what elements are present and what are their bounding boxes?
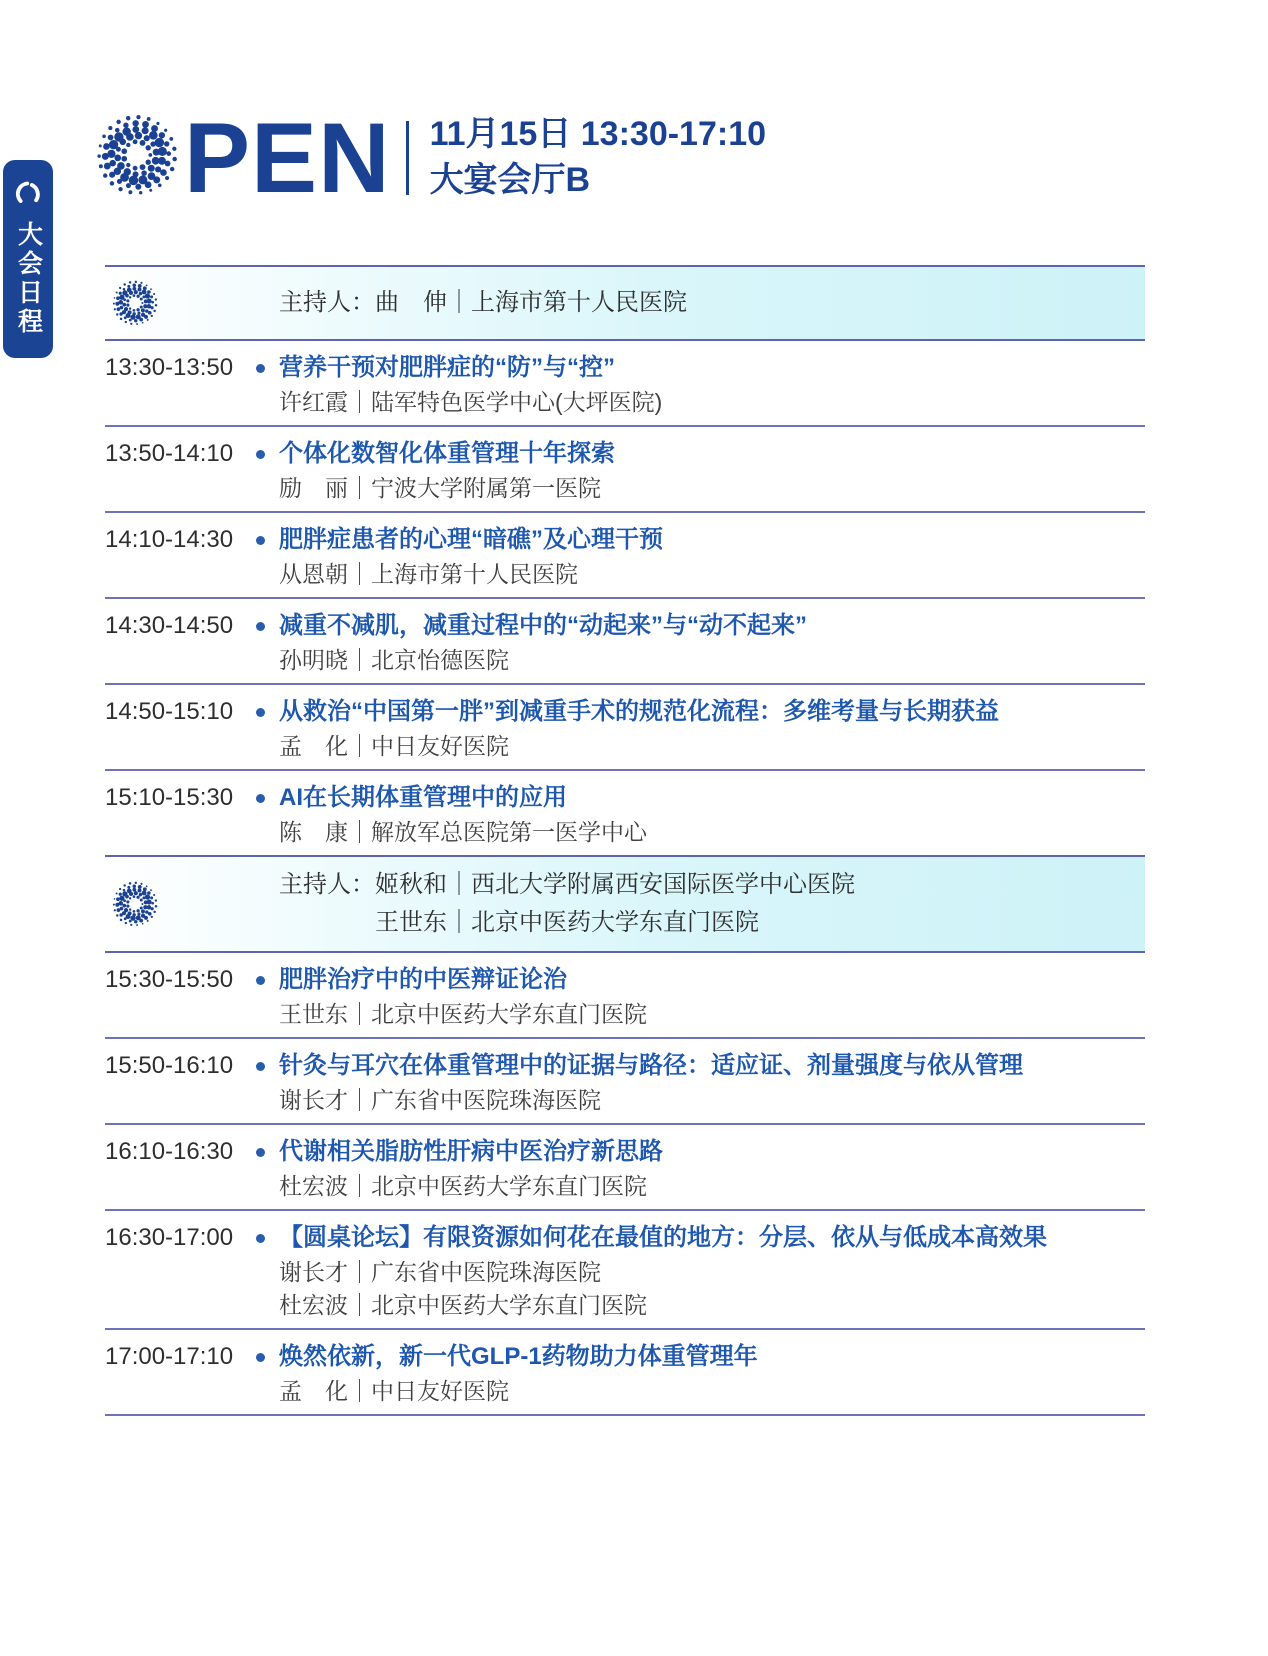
bullet-icon [256, 1148, 265, 1157]
session-time: 15:10-15:30 [105, 784, 234, 811]
header-info [430, 115, 766, 200]
session-title: 营养干预对肥胖症的“防”与“控” [279, 354, 615, 381]
session-speaker: 陈 康｜解放军总医院第一医学中心 [279, 819, 647, 845]
session-speaker: 许红霞｜陆军特色医学中心(大坪医院) [279, 389, 663, 415]
chair-line [279, 907, 1145, 939]
session-time: 13:30-13:50 [105, 354, 234, 381]
session-speaker: 杜宏波｜北京中医药大学东直门医院 [279, 1292, 647, 1318]
session-row [105, 513, 1145, 597]
session-time: 17:00-17:10 [105, 1343, 234, 1370]
session-time: 14:30-14:50 [105, 612, 234, 639]
session-title: 从救治“中国第一胖”到减重手术的规范化流程：多维考量与长期获益 [279, 698, 999, 725]
chair-lines [279, 287, 1145, 319]
session-row [105, 1125, 1145, 1209]
session-time: 15:50-16:10 [105, 1052, 234, 1079]
session-speaker: 励 丽｜宁波大学附属第一医院 [279, 475, 601, 501]
session-time: 16:10-16:30 [105, 1138, 234, 1165]
session-speaker: 杜宏波｜北京中医药大学东直门医院 [279, 1173, 647, 1199]
header-separator [406, 121, 409, 195]
chair-band [105, 855, 1145, 953]
session-title: 减重不减肌，减重过程中的“动起来”与“动不起来” [279, 612, 807, 639]
chair-line [279, 869, 1145, 901]
bullet-icon [256, 794, 265, 803]
session-speaker: 孙明晓｜北京怡德医院 [279, 647, 509, 673]
chair-label: 主持人： [279, 871, 375, 898]
session-row [105, 953, 1145, 1037]
session-title: 肥胖治疗中的中医辩证论治 [279, 966, 567, 993]
conference-agenda-tab [3, 160, 53, 358]
session-row [105, 427, 1145, 511]
row-divider [105, 1414, 1145, 1416]
open-ring-icon [14, 179, 42, 209]
bullet-icon [256, 536, 265, 545]
header [94, 101, 767, 213]
session-speaker: 谢长才｜广东省中医院珠海医院 [279, 1087, 601, 1113]
session-title: 【圆桌论坛】有限资源如何花在最值的地方：分层、依从与低成本高效果 [279, 1224, 1047, 1251]
chair-name-affiliation: 姬秋和｜西北大学附属西安国际医学中心医院 [375, 871, 855, 898]
bullet-icon [256, 364, 265, 373]
chair-name-affiliation: 曲 伸｜上海市第十人民医院 [375, 289, 687, 316]
session-speaker: 王世东｜北京中医药大学东直门医院 [279, 1001, 647, 1027]
agenda-list [105, 265, 1145, 1416]
session-speaker: 孟 化｜中日友好医院 [279, 733, 509, 759]
bullet-icon [256, 1353, 265, 1362]
session-row [105, 341, 1145, 425]
session-speaker: 从恩朝｜上海市第十人民医院 [279, 561, 578, 587]
bullet-icon [256, 1062, 265, 1071]
session-title: AI在长期体重管理中的应用 [279, 784, 567, 811]
bullet-icon [256, 976, 265, 985]
session-row [105, 1211, 1145, 1328]
session-row [105, 1330, 1145, 1414]
chair-band [105, 265, 1145, 341]
session-venue: 大宴会厅B [429, 161, 591, 199]
session-title: 肥胖症患者的心理“暗礁”及心理干预 [279, 526, 663, 553]
session-row [105, 685, 1145, 769]
session-time: 13:50-14:10 [105, 440, 234, 467]
session-row [105, 1039, 1145, 1123]
session-speaker: 孟 化｜中日友好医院 [279, 1378, 509, 1404]
chair-lines [279, 869, 1145, 939]
sidebar-tab-label: 大会日程 [14, 221, 43, 337]
bullet-icon [256, 1234, 265, 1243]
session-title: 代谢相关脂肪性肝病中医治疗新思路 [279, 1138, 663, 1165]
dotted-swirl-icon [111, 279, 253, 327]
chair-line [279, 287, 1145, 319]
session-time: 15:30-15:50 [105, 966, 234, 993]
session-time: 16:30-17:00 [105, 1224, 234, 1251]
bullet-icon [256, 708, 265, 717]
session-row [105, 771, 1145, 855]
session-time: 14:50-15:10 [105, 698, 234, 725]
chair-name-affiliation: 王世东｜北京中医药大学东直门医院 [375, 909, 759, 936]
dotted-swirl-icon [111, 880, 253, 928]
session-speaker: 谢长才｜广东省中医院珠海医院 [279, 1259, 601, 1285]
bullet-icon [256, 622, 265, 631]
session-title: 焕然依新，新一代GLP-1药物助力体重管理年 [279, 1343, 758, 1370]
chair-label: 主持人： [279, 289, 375, 316]
logo-text: PEN [184, 101, 391, 213]
session-time: 14:10-14:30 [105, 526, 234, 553]
session-title: 个体化数智化体重管理十年探索 [279, 440, 615, 467]
bullet-icon [256, 450, 265, 459]
session-row [105, 599, 1145, 683]
dotted-swirl-icon [94, 112, 180, 203]
session-title: 针灸与耳穴在体重管理中的证据与路径：适应证、剂量强度与依从管理 [279, 1052, 1023, 1079]
session-date: 11月15日 13:30-17:10 [429, 114, 767, 153]
